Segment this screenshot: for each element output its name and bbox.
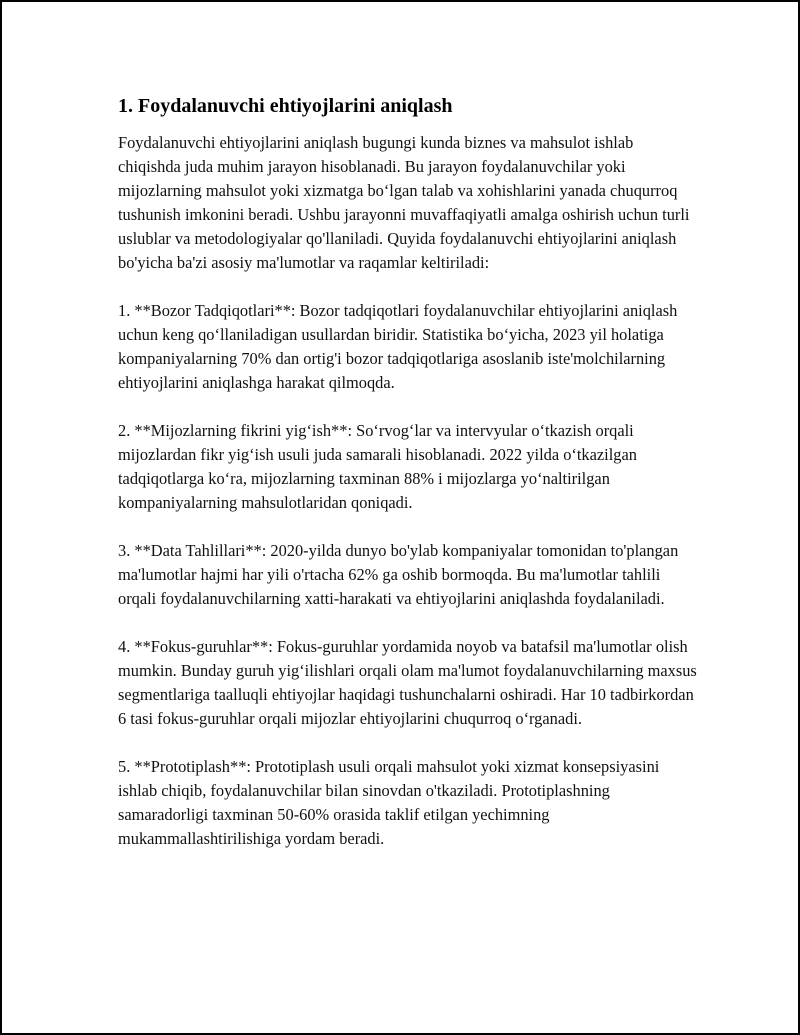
intro-paragraph: Foydalanuvchi ehtiyojlarini aniqlash bugungi kunda biznes va mahsulot ishlab chiqishda juda muhim jarayon hisoblanadi. Bu jarayon foydalanuvchilar yoki mijozlarning mahsulot yoki xizmatga bo‘lgan talab va xohishlarini yanada chuqurroq tushunish imkonini beradi. Ushbu jarayonni muvaffaqiyatli amalga oshirish uchun turli uslublar va metodologiyalar qo'llaniladi. Quyida foydalanuvchi ehtiyojlarini aniqlash bo'yicha ba'zi asosiy ma'lumotlar va raqamlar keltiriladi: — [118, 133, 690, 272]
document-body — [118, 93, 698, 875]
list-item-focus-groups: 4. **Fokus-guruhlar**: Fokus-guruhlar yordamida noyob va batafsil ma'lumotlar olish mumkin. Bunday guruh yig‘ilishlari orqali olam ma'lumot foydalanuvchilarning maxsus segmentlariga taalluqli ehtiyojlar haqidagi tushunchalarni oshiradi. Har 10 tadbirkordan 6 tasi fokus-guruhlar orqali mijozlar ehtiyojlarini chuqurroq o‘rganadi. — [118, 637, 697, 728]
list-item-prototyping: 5. **Prototiplash**: Prototiplash usuli orqali mahsulot yoki xizmat konsepsiyasini ishlab chiqib, foydalanuvchilar bilan sinovdan o'tkaziladi. Prototiplashning samaradorligi taxminan 50-60% orasida taklif etilgan yechimning mukammallashtirilishiga yordam beradi. — [118, 757, 660, 848]
section-heading: 1. Foydalanuvchi ehtiyojlarini aniqlash — [118, 95, 453, 117]
list-item-data-analytics: 3. **Data Tahlillari**: 2020-yilda dunyo bo'ylab kompaniyalar tomonidan to'plangan ma'lumotlar hajmi har yili o'rtacha 62% ga oshib bormoqda. Bu ma'lumotlar tahlili orqali foydalanuvchilarning xatti-harakati va ehtiyojlarini aniqlashda foydalaniladi. — [118, 541, 679, 608]
list-item-market-research: 1. **Bozor Tadqiqotlari**: Bozor tadqiqotlari foydalanuvchilar ehtiyojlarini aniqlash uchun keng qo‘llaniladigan usullardan biridir. Statistika bo‘yicha, 2023 yil holatiga kompaniyalarning 70% dan ortig'i bozor tadqiqotlariga asoslanib iste'molchilarning ehtiyojlarini aniqlashga harakat qilmoqda. — [118, 301, 678, 392]
list-item-customer-feedback: 2. **Mijozlarning fikrini yig‘ish**: So‘rvog‘lar va intervyular o‘tkazish orqali mijozlardan fikr yig‘ish usuli juda samarali hisoblanadi. 2022 yilda o‘tkazilgan tadqiqotlarga ko‘ra, mijozlarning taxminan 88% i mijozlarga yo‘naltirilgan kompaniyalarning mahsulotlaridan qoniqadi. — [118, 421, 637, 512]
